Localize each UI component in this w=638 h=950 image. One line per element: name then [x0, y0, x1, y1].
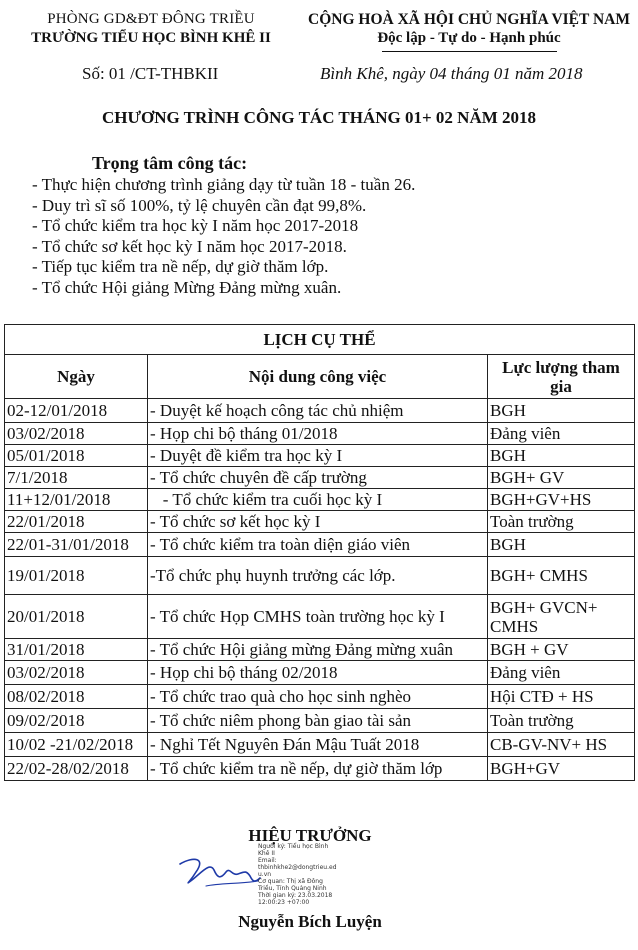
table-row	[5, 511, 635, 533]
table-row	[5, 595, 635, 639]
motto-underline	[382, 51, 557, 52]
row-date: 20/01/2018	[5, 595, 148, 639]
focus-item: - Tổ chức Hội giảng Mừng Đảng mừng xuân.	[32, 277, 342, 297]
row-content: - Họp chi bộ tháng 02/2018	[148, 661, 488, 685]
row-force: Đảng viên	[488, 423, 635, 445]
table-row	[5, 533, 635, 557]
row-content: - Họp chi bộ tháng 01/2018	[148, 423, 488, 445]
row-force: BGH	[488, 533, 635, 557]
signature-meta-line: Người ký: Tiểu học Bình	[258, 843, 329, 850]
focus-item: - Duy trì sĩ số 100%, tỷ lệ chuyên cần đạt 99,8%.	[32, 195, 367, 215]
row-content: - Tổ chức trao quà cho học sinh nghèo	[148, 685, 488, 709]
row-force: CB-GV-NV+ HS	[488, 733, 635, 757]
header-content: Nội dung công việc	[148, 355, 488, 399]
header-date: Ngày	[5, 355, 148, 399]
table-row	[5, 661, 635, 685]
row-force: BGH+GV	[488, 757, 635, 781]
row-date: 22/02-28/02/2018	[5, 757, 148, 781]
row-date: 10/02 -21/02/2018	[5, 733, 148, 757]
row-content: - Tổ chức niêm phong bàn giao tài sản	[148, 709, 488, 733]
place-date: Bình Khê, ngày 04 tháng 01 năm 2018	[320, 64, 583, 83]
signature-meta-line: u.vn	[258, 871, 272, 878]
row-force: Toàn trường	[488, 511, 635, 533]
document-title: CHƯƠNG TRÌNH CÔNG TÁC THÁNG 01+ 02 NĂM 2018	[101, 108, 537, 127]
row-content: - Duyệt đề kiểm tra học kỳ I	[148, 445, 488, 467]
table-row	[5, 709, 635, 733]
table-row	[5, 467, 635, 489]
focus-item: - Tiếp tục kiểm tra nề nếp, dự giờ thăm lớp.	[32, 257, 329, 276]
row-force: Đảng viên	[488, 661, 635, 685]
focus-item: - Thực hiện chương trình giảng dạy từ tuần 18 - tuần 26.	[32, 175, 416, 194]
signature-meta-line: Triều, Tỉnh Quảng Ninh	[258, 885, 327, 892]
signature-meta-line: Email:	[258, 857, 277, 864]
row-date: 05/01/2018	[5, 445, 148, 467]
table-row	[5, 685, 635, 709]
focus-item: - Tổ chức sơ kết học kỳ I năm học 2017-2018.	[32, 236, 347, 256]
focus-item: - Tổ chức kiểm tra học kỳ I năm học 2017-2018	[32, 216, 359, 235]
document-number: Số: 01 /CT-THBKII	[82, 64, 219, 83]
row-content: - Tổ chức sơ kết học kỳ I	[148, 511, 488, 533]
row-date: 31/01/2018	[5, 639, 148, 661]
row-force: BGH+ CMHS	[488, 557, 635, 595]
row-date: 08/02/2018	[5, 685, 148, 709]
signature-meta-line: Thời gian ký: 23.03.2018	[258, 892, 333, 899]
table-row	[5, 445, 635, 467]
org-department: PHÒNG GD&ĐT ĐÔNG TRIỀU	[47, 11, 255, 27]
national-motto: Độc lập - Tự do - Hạnh phúc	[377, 30, 561, 46]
focus-list	[32, 175, 415, 298]
row-force: Toàn trường	[488, 709, 635, 733]
org-header	[6, 10, 296, 48]
row-content: - Tổ chức kiểm tra nề nếp, dự giờ thăm lớp	[148, 757, 488, 781]
schedule-caption: LỊCH CỤ THỂ	[5, 325, 635, 355]
row-force: Hội CTĐ + HS	[488, 685, 635, 709]
table-row	[5, 733, 635, 757]
row-force: BGH	[488, 399, 635, 423]
row-force: BGH+ GV	[488, 467, 635, 489]
national-name: CỘNG HOÀ XÃ HỘI CHỦ NGHĨA VIỆT NAM	[308, 11, 630, 28]
row-date: 09/02/2018	[5, 709, 148, 733]
row-date: 11+12/01/2018	[5, 489, 148, 511]
signature-meta-line: thbinhkhe2@dongtrieu.ed	[258, 864, 337, 871]
row-content: - Tổ chức Họp CMHS toàn trường học kỳ I	[148, 595, 488, 639]
national-header	[300, 10, 638, 52]
row-force: BGH+ GVCN+ CMHS	[488, 595, 635, 639]
signature-meta-line: Khê II	[258, 850, 275, 857]
table-row	[5, 757, 635, 781]
row-date: 22/01/2018	[5, 511, 148, 533]
row-date: 02-12/01/2018	[5, 399, 148, 423]
row-force: BGH+GV+HS	[488, 489, 635, 511]
row-content: - Nghỉ Tết Nguyên Đán Mậu Tuất 2018	[148, 733, 488, 757]
row-content: -Tổ chức phụ huynh trưởng các lớp.	[148, 557, 488, 595]
table-row	[5, 639, 635, 661]
signer-role: HIỆU TRƯỞNG	[248, 826, 372, 845]
row-content: - Tổ chức kiểm tra toàn diện giáo viên	[148, 533, 488, 557]
schedule-table	[4, 324, 635, 781]
row-date: 19/01/2018	[5, 557, 148, 595]
row-content: - Duyệt kế hoạch công tác chủ nhiệm	[148, 399, 488, 423]
row-date: 22/01-31/01/2018	[5, 533, 148, 557]
table-row	[5, 399, 635, 423]
digital-signature-info	[258, 843, 368, 906]
org-school: TRƯỜNG TIỂU HỌC BÌNH KHÊ II	[31, 30, 271, 46]
handwritten-signature-icon	[176, 850, 266, 894]
table-row	[5, 489, 635, 511]
signature-meta-line: 12:00:23 +07:00	[258, 899, 310, 906]
focus-heading: Trọng tâm công tác:	[92, 153, 248, 173]
header-force: Lực lượng tham gia	[488, 355, 635, 399]
table-row	[5, 423, 635, 445]
row-content: - Tổ chức chuyên đề cấp trường	[148, 467, 488, 489]
row-content: - Tổ chức Hội giảng mừng Đảng mừng xuân	[148, 639, 488, 661]
row-date: 7/1/2018	[5, 467, 148, 489]
signer-name: Nguyễn Bích Luyện	[238, 912, 382, 931]
row-force: BGH + GV	[488, 639, 635, 661]
row-date: 03/02/2018	[5, 423, 148, 445]
row-force: BGH	[488, 445, 635, 467]
signature-meta-line: Cơ quan: Thị xã Đông	[258, 878, 323, 885]
table-row	[5, 557, 635, 595]
row-content: - Tổ chức kiểm tra cuối học kỳ I	[148, 489, 488, 511]
row-date: 03/02/2018	[5, 661, 148, 685]
